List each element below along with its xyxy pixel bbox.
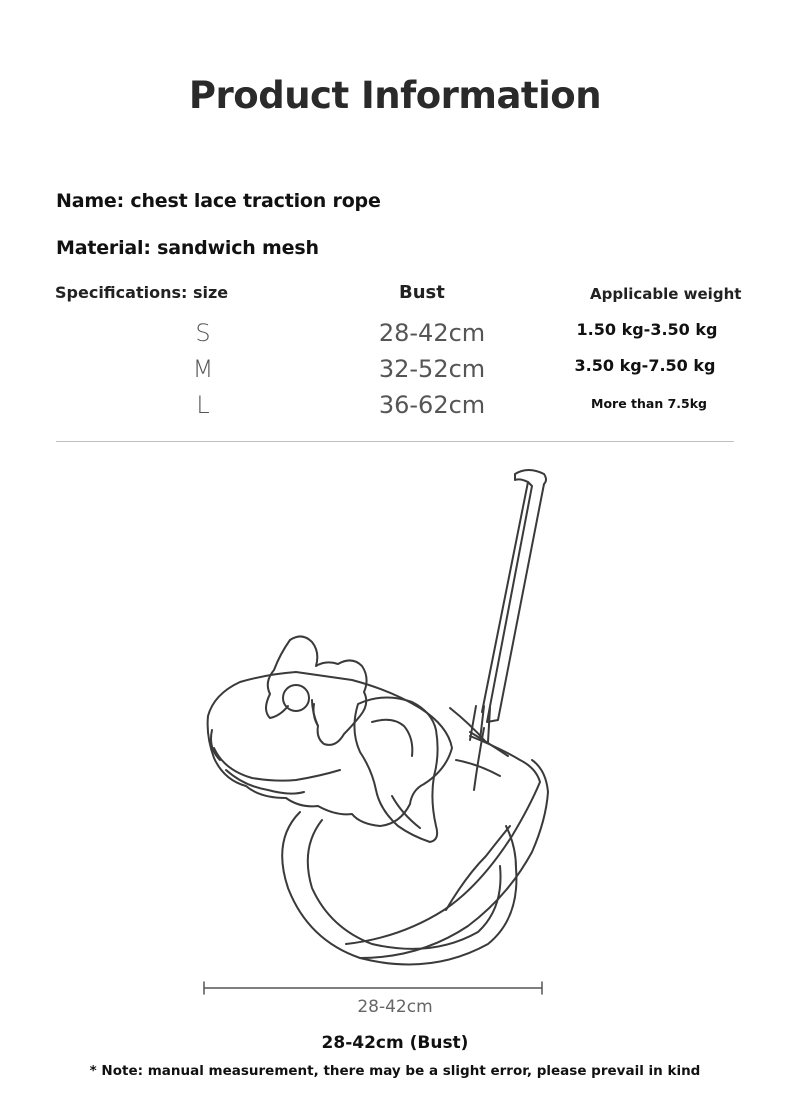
header-bust: Bust xyxy=(399,282,445,303)
row-size: M xyxy=(192,355,214,383)
harness-leash-icon xyxy=(0,450,790,1010)
row-bust: 32-52cm xyxy=(378,355,486,383)
row-bust: 28-42cm xyxy=(378,319,486,347)
row-weight: More than 7.5kg xyxy=(591,396,707,411)
row-bust: 36-62cm xyxy=(378,391,486,419)
product-name: Name: chest lace traction rope xyxy=(56,190,381,212)
bust-caption: 28-42cm (Bust) xyxy=(321,1033,469,1053)
row-weight: 3.50 kg-7.50 kg xyxy=(574,356,716,375)
row-size: S xyxy=(195,319,211,347)
header-size: Specifications: size xyxy=(55,283,229,302)
row-weight: 1.50 kg-3.50 kg xyxy=(576,320,718,339)
section-divider xyxy=(56,441,734,442)
measure-label: 28-42cm xyxy=(357,997,433,1017)
measurement-note: * Note: manual measurement, there may be a slight error, please prevail in kind xyxy=(89,1063,701,1079)
header-weight: Applicable weight xyxy=(590,285,742,303)
page-title: Product Information xyxy=(188,74,602,117)
product-material: Material: sandwich mesh xyxy=(56,237,319,259)
row-size: L xyxy=(196,391,210,419)
